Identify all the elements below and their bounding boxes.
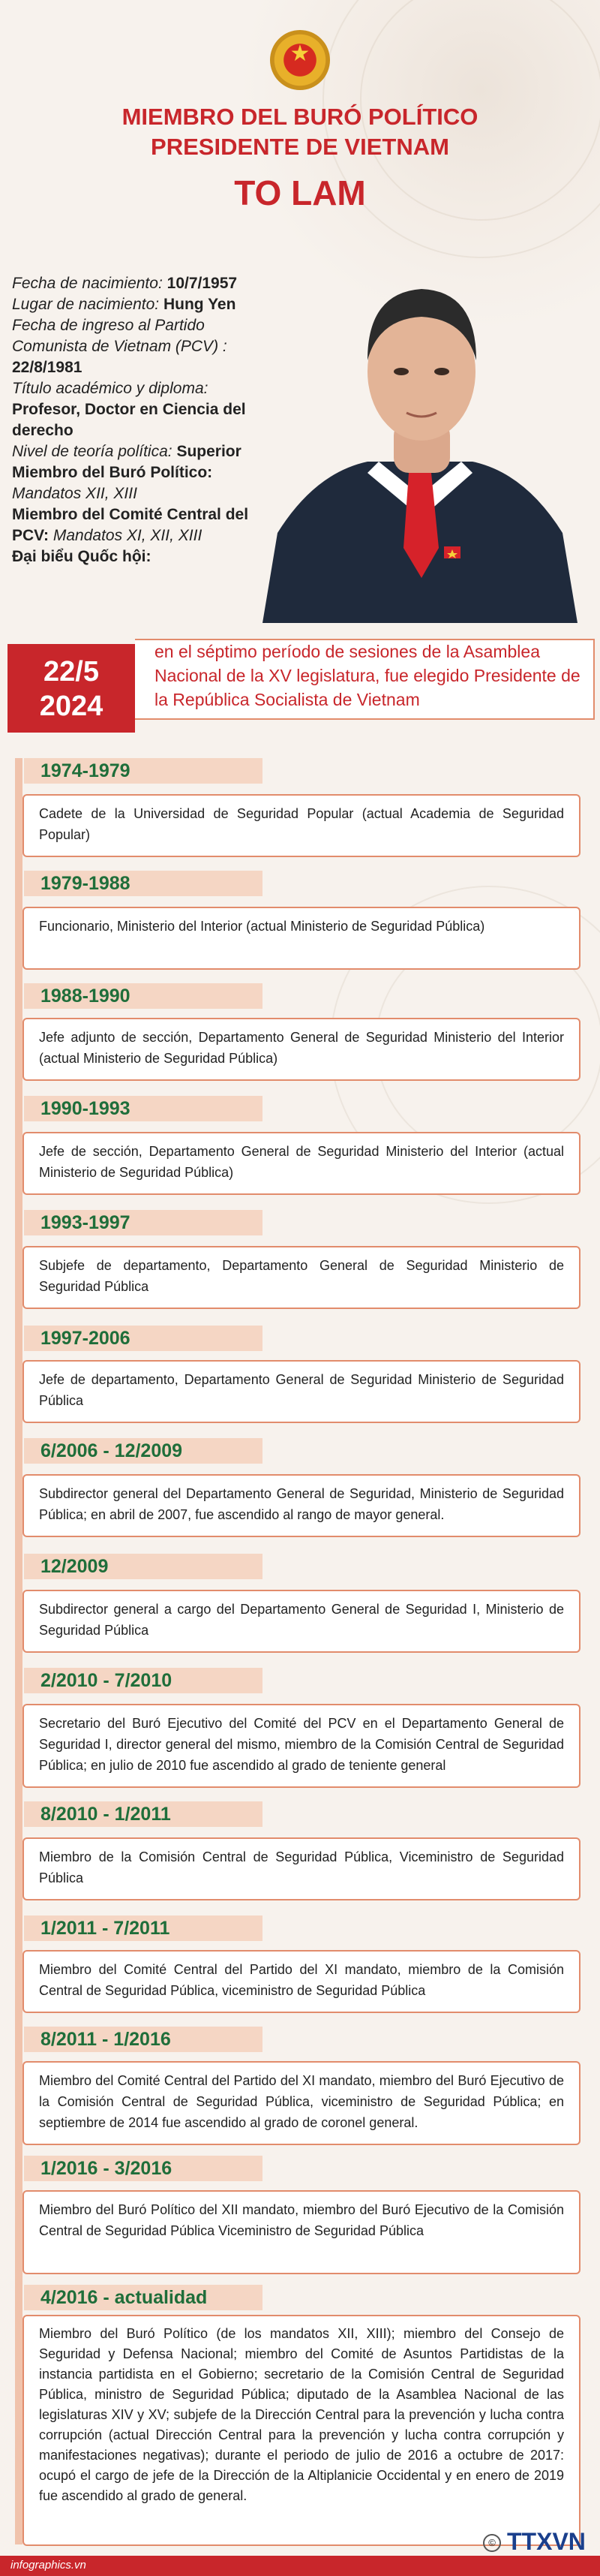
timeline-description: Miembro de la Comisión Central de Seguridad Pública, Viceministro de Seguridad Pública — [22, 1837, 580, 1900]
national-emblem-icon: ★ — [270, 30, 330, 90]
footer-bar — [0, 2556, 600, 2576]
timeline-period: 8/2011 - 1/2016 — [24, 2027, 262, 2052]
timeline-description: Cadete de la Universidad de Seguridad Popular (actual Academia de Seguridad Popular) — [22, 794, 580, 857]
birth-place-value: Hung Yen — [163, 296, 236, 313]
cc-terms: Mandatos XI, XII, XIII — [52, 527, 202, 544]
timeline-period: 4/2016 - actualidad — [24, 2285, 262, 2310]
timeline-period: 1993-1997 — [24, 1210, 262, 1235]
timeline-description: Secretario del Buró Ejecutivo del Comité del PCV en el Departamento General de Seguridad I, director general del mismo, miembro de la Comisión Central de Seguridad Pública; en julio de 2010 fue ascendido al grado de teniente general — [22, 1704, 580, 1788]
degree-label: Título académico y diploma: — [12, 380, 208, 397]
portrait-photo — [248, 248, 592, 623]
timeline-description: Subdirector general del Departamento General de Seguridad, Ministerio de Seguridad Pública; en abril de 2007, fue ascendido al rango de mayor general. — [22, 1474, 580, 1537]
timeline-description: Jefe de sección, Departamento General de Seguridad Ministerio del Interior (actual Ministerio de Seguridad Pública) — [22, 1132, 580, 1195]
timeline-description: Jefe adjunto de sección, Departamento General de Seguridad Ministerio del Interior (actual Ministerio de Seguridad Pública) — [22, 1018, 580, 1081]
timeline-description: Jefe de departamento, Departamento General de Seguridad Ministerio de Seguridad Pública — [22, 1360, 580, 1423]
title-line-1: MIEMBRO DEL BURÓ POLÍTICO — [122, 104, 478, 130]
election-day: 22/5 — [44, 656, 99, 688]
timeline-description: Funcionario, Ministerio del Interior (actual Ministerio de Seguridad Pública) — [22, 907, 580, 970]
timeline-period: 1990-1993 — [24, 1096, 262, 1121]
timeline-period: 2/2010 - 7/2010 — [24, 1668, 262, 1693]
election-year: 2024 — [39, 691, 104, 722]
party-entry-value: 22/8/1981 — [12, 359, 82, 376]
cc-label: Miembro del Comité Central del PCV: — [12, 506, 249, 544]
timeline-description: Miembro del Buró Político del XII mandato, miembro del Buró Ejecutivo de la Comisión Central de Seguridad Pública Viceministro de Seguridad Pública — [22, 2190, 580, 2274]
timeline-description: Subjefe de departamento, Departamento General de Seguridad Ministerio de Seguridad Pública — [22, 1246, 580, 1309]
deputy-label: Đại biểu Quốc hội: — [12, 548, 152, 565]
timeline-period: 1979-1988 — [24, 871, 262, 896]
title-line-2: PRESIDENTE DE VIETNAM — [151, 134, 449, 160]
politburo-label: Miembro del Buró Político: — [12, 464, 213, 481]
birth-place-label: Lugar de nacimiento: — [12, 296, 160, 313]
birth-date-value: 10/7/1957 — [166, 275, 238, 292]
election-text: en el séptimo período de sesiones de la Asamblea Nacional de la XV legislatura, fue elegido Presidente de la República Socialista de Vietnam — [154, 642, 580, 709]
politburo-terms: Mandatos XII, XIII — [12, 485, 137, 502]
party-entry-label: Fecha de ingreso al Partido Comunista de Vietnam (PCV) : — [12, 317, 227, 355]
timeline-period: 1/2016 - 3/2016 — [24, 2156, 262, 2181]
timeline-period: 1/2011 - 7/2011 — [24, 1915, 262, 1941]
ttxvn-logo: TTXVN — [507, 2528, 586, 2555]
timeline-period: 1997-2006 — [24, 1326, 262, 1351]
timeline-description: Miembro del Comité Central del Partido del XI mandato, miembro de la Comisión Central de Seguridad Pública, viceministro de Seguridad Pública — [22, 1950, 580, 2013]
timeline-period: 12/2009 — [24, 1554, 262, 1579]
timeline-period: 8/2010 - 1/2011 — [24, 1801, 262, 1827]
copyright-icon: © — [483, 2534, 501, 2552]
theory-label: Nivel de teoría política: — [12, 443, 172, 460]
timeline-description: Subdirector general a cargo del Departamento General de Seguridad I, Ministerio de Seguridad Pública — [22, 1590, 580, 1653]
timeline-period: 6/2006 - 12/2009 — [24, 1438, 262, 1464]
timeline-description: Miembro del Buró Político (de los mandatos XII, XIII); miembro del Consejo de Seguridad y Defensa Nacional; miembro del Comité de Asuntos Partidistas de la instancia partidista en el Gobierno; secretario de la Comisión Central de Seguridad Pública, ministro de Seguridad Pública; diputado de la Asamblea Nacional de las legislaturas XIV y XV; subjefe de la Dirección Central para la prevención y lucha contra corrupción (actual Dirección Central para la prevención y lucha contra corrupción y manifestaciones negativas); durante el periodo de julio de 2016 a octubre de 2017: ocupó el cargo de jefe de la Dirección de la Altiplanicie Occidental y en enero de 2019 fue ascendido al grado de general. — [22, 2315, 580, 2546]
degree-value: Profesor, Doctor en Ciencia del derecho — [12, 401, 246, 439]
timeline-description: Miembro del Comité Central del Partido del XI mandato, miembro del Buró Ejecutivo de la Comisión Central de Seguridad Pública, viceministro de Seguridad Pública; en septiembre de 2014 fue ascendido al grado de coronel general. — [22, 2061, 580, 2145]
theory-value: Superior — [176, 443, 242, 460]
bio-block — [12, 273, 260, 567]
election-date-box — [8, 644, 135, 733]
timeline-period: 1974-1979 — [24, 758, 262, 784]
person-name: TO LAM — [234, 173, 366, 212]
footer-site: infographics.vn — [10, 2559, 86, 2571]
timeline-period: 1988-1990 — [24, 983, 262, 1009]
birth-date-label: Fecha de nacimiento: — [12, 275, 163, 292]
timeline-line — [15, 758, 22, 2544]
